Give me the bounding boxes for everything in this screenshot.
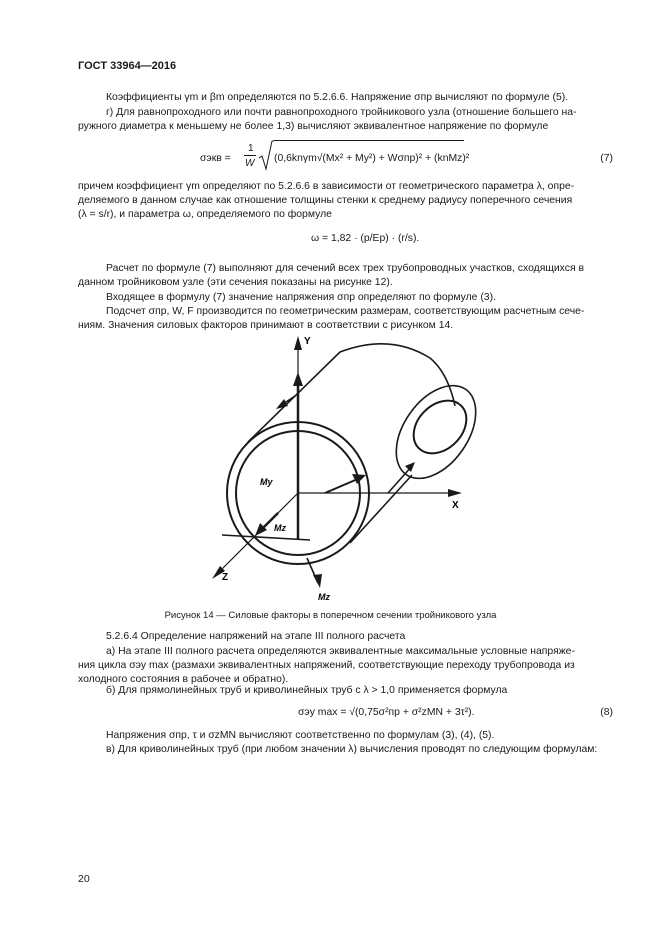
moment-my-label: My	[260, 477, 273, 487]
moment-mz-bottom-label: Mz	[318, 592, 330, 602]
formula-7-frac-den: W	[245, 158, 255, 169]
paragraph-g-line1: г) Для равнопроходного или почти равнопроходного тройникового узла (отношение большего на-	[106, 107, 577, 118]
formula-8: σэy max = √(0,75σ²пр + σ²zMN + 3τ²).	[298, 707, 475, 718]
figure-14-diagram	[200, 328, 480, 602]
axis-x-arrowhead	[448, 489, 462, 497]
top-arrowhead	[276, 399, 288, 409]
axis-z-label: Z	[222, 572, 229, 583]
formula-7	[200, 142, 500, 176]
axis-y-label: Y	[304, 336, 311, 347]
branch-arrowhead	[405, 462, 415, 472]
formula-7-number: (7)	[600, 153, 613, 164]
vector-y-arrowhead	[293, 372, 303, 386]
axis-x-label: X	[452, 500, 459, 511]
paragraph-gamma-line1: причем коэффициент γm определяют по 5.2.6.6 в зависимости от геометрического параметра λ, опре-	[78, 181, 575, 192]
branch-outer-ellipse	[380, 371, 480, 493]
formula-7-radical	[258, 140, 274, 172]
paragraph-a-line2: ния цикла σэy max (размахи эквивалентных напряжений, соответствующие переходу трубопровода из	[78, 660, 575, 671]
paragraph-count-line2: ниям. Значения силовых факторов принимают в соответствии с рисунком 14.	[78, 320, 454, 331]
paragraph-calc-line1: Расчет по формуле (7) выполняют для сечений всех трех трубопроводных участков, сходящихся в	[106, 263, 584, 274]
formula-7-body: (0,6knγm√(Mx² + My²) + Wσпр)² + (knMz)²	[274, 153, 470, 164]
paragraph-gamma-line2: деляемого в данном случае как отношение толщины стенки к среднему радиусу поперечного сечения	[78, 195, 573, 206]
paragraph-g-line2: ружного диаметра к меньшему не более 1,3) вычисляют эквивалентное напряжение по формуле	[78, 121, 549, 132]
formula-7-lhs: σэкв =	[200, 153, 231, 164]
paragraph-v: в) Для криволинейных труб (при любом значении λ) вычисления проводят по следующим формулам:	[106, 744, 598, 755]
paragraph-stresses-refs: Напряжения σпр, τ и σzMN вычисляют соответственно по формулам (3), (4), (5).	[106, 730, 495, 741]
paragraph-a-line1: а) На этапе III полного расчета определяются эквивалентные максимальные условные напряже-	[106, 646, 575, 657]
paragraph-gamma-line3: (λ = s/r), и параметра ω, определяемого по формуле	[78, 209, 332, 220]
formula-omega: ω = 1,82 · (p/Ep) · (r/s).	[311, 233, 420, 244]
section-5264-heading: 5.2.6.4 Определение напряжений на этапе III полного расчета	[106, 631, 406, 642]
formula-8-number: (8)	[600, 707, 613, 718]
formula-7-frac-bar	[244, 155, 256, 156]
formula-7-radical-bar	[274, 140, 464, 141]
figure-14-caption: Рисунок 14 — Силовые факторы в поперечном сечении тройникового узла	[164, 610, 497, 621]
axis-y-arrowhead	[294, 336, 302, 350]
paragraph-calc-line2: данном тройниковом узле (эти сечения показаны на рисунке 12).	[78, 277, 393, 288]
paragraph-b: б) Для прямолинейных труб и криволинейных труб с λ > 1,0 применяется формула	[106, 685, 508, 696]
paragraph-a-line3: холодного состояния в рабочее и обратно).	[78, 674, 289, 685]
moment-mz-arrowhead	[313, 574, 322, 588]
paragraph-coefficients: Коэффициенты γm и βm определяются по 5.2.6.6. Напряжение σпр вычисляют по формуле (5).	[106, 92, 569, 103]
paragraph-stress: Входящее в формулу (7) значение напряжения σпр определяют по формуле (3).	[106, 292, 496, 303]
formula-7-frac-num: 1	[248, 143, 254, 154]
document-header: ГОСТ 33964—2016	[78, 60, 177, 72]
paragraph-count-line1: Подсчет σпр, W, F производится по геометрическим размерам, соответствующим расчетным сече-	[106, 306, 585, 317]
moment-mz-center-label: Mz	[274, 523, 286, 533]
branch-inner-ellipse	[403, 390, 477, 464]
pipe-top-curve	[340, 344, 455, 406]
page-number: 20	[78, 873, 90, 885]
vector-x-line	[325, 478, 360, 493]
